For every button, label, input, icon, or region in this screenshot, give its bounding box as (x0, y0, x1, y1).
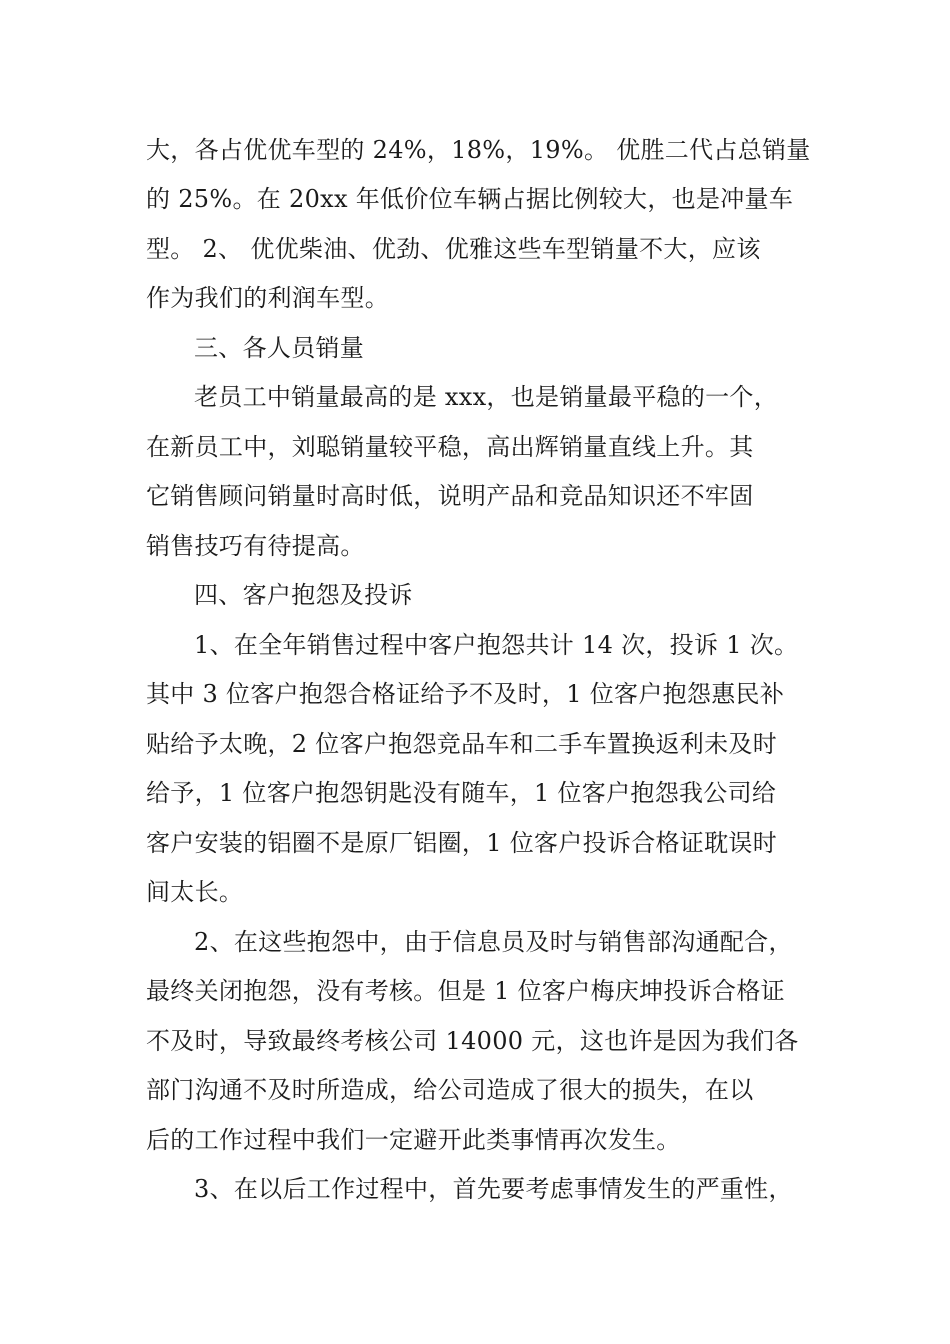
paragraph-line: 给予，1 位客户抱怨钥匙没有随车，1 位客户抱怨我公司给 (146, 779, 777, 807)
paragraph-line: 最终关闭抱怨，没有考核。但是 1 位客户梅庆坤投诉合格证 (146, 977, 785, 1005)
paragraph-line: 不及时，导致最终考核公司 14000 元，这也许是因为我们各 (146, 1027, 799, 1055)
section-heading: 三、各人员销量 (194, 334, 365, 362)
paragraph-line: 3、在以后工作过程中，首先要考虑事情发生的严重性， (194, 1175, 793, 1203)
paragraph-line: 间太长。 (146, 878, 244, 906)
paragraph-line: 在新员工中，刘聪销量较平稳，高出辉销量直线上升。其 (146, 433, 754, 461)
section-heading: 四、客户抱怨及投诉 (194, 581, 413, 609)
paragraph-line: 它销售顾问销量时高时低，说明产品和竞品知识还不牢固 (146, 482, 754, 510)
paragraph-line: 老员工中销量最高的是 xxx，也是销量最平稳的一个， (194, 383, 779, 411)
paragraph-line: 部门沟通不及时所造成，给公司造成了很大的损失，在以 (146, 1076, 754, 1104)
paragraph-line: 大，各占优优车型的 24%，18%，19%。 优胜二代占总销量 (146, 136, 811, 164)
paragraph-line: 的 25%。在 20xx 年低价位车辆占据比例较大，也是冲量车 (146, 185, 794, 213)
paragraph-line: 2、在这些抱怨中，由于信息员及时与销售部沟通配合， (194, 928, 793, 956)
paragraph-line: 销售技巧有待提高。 (146, 532, 365, 560)
paragraph-line: 1、在全年销售过程中客户抱怨共计 14 次，投诉 1 次。 (194, 631, 799, 659)
paragraph-line: 客户安装的铝圈不是原厂铝圈，1 位客户投诉合格证耽误时 (146, 829, 777, 857)
paragraph-line: 型。 2、 优优柴油、优劲、优雅这些车型销量不大，应该 (146, 235, 761, 263)
paragraph-line: 作为我们的利润车型。 (146, 284, 389, 312)
paragraph-line: 贴给予太晚，2 位客户抱怨竞品车和二手车置换返利未及时 (146, 730, 777, 758)
paragraph-line: 后的工作过程中我们一定避开此类事情再次发生。 (146, 1126, 681, 1154)
paragraph-line: 其中 3 位客户抱怨合格证给予不及时，1 位客户抱怨惠民补 (146, 680, 785, 708)
